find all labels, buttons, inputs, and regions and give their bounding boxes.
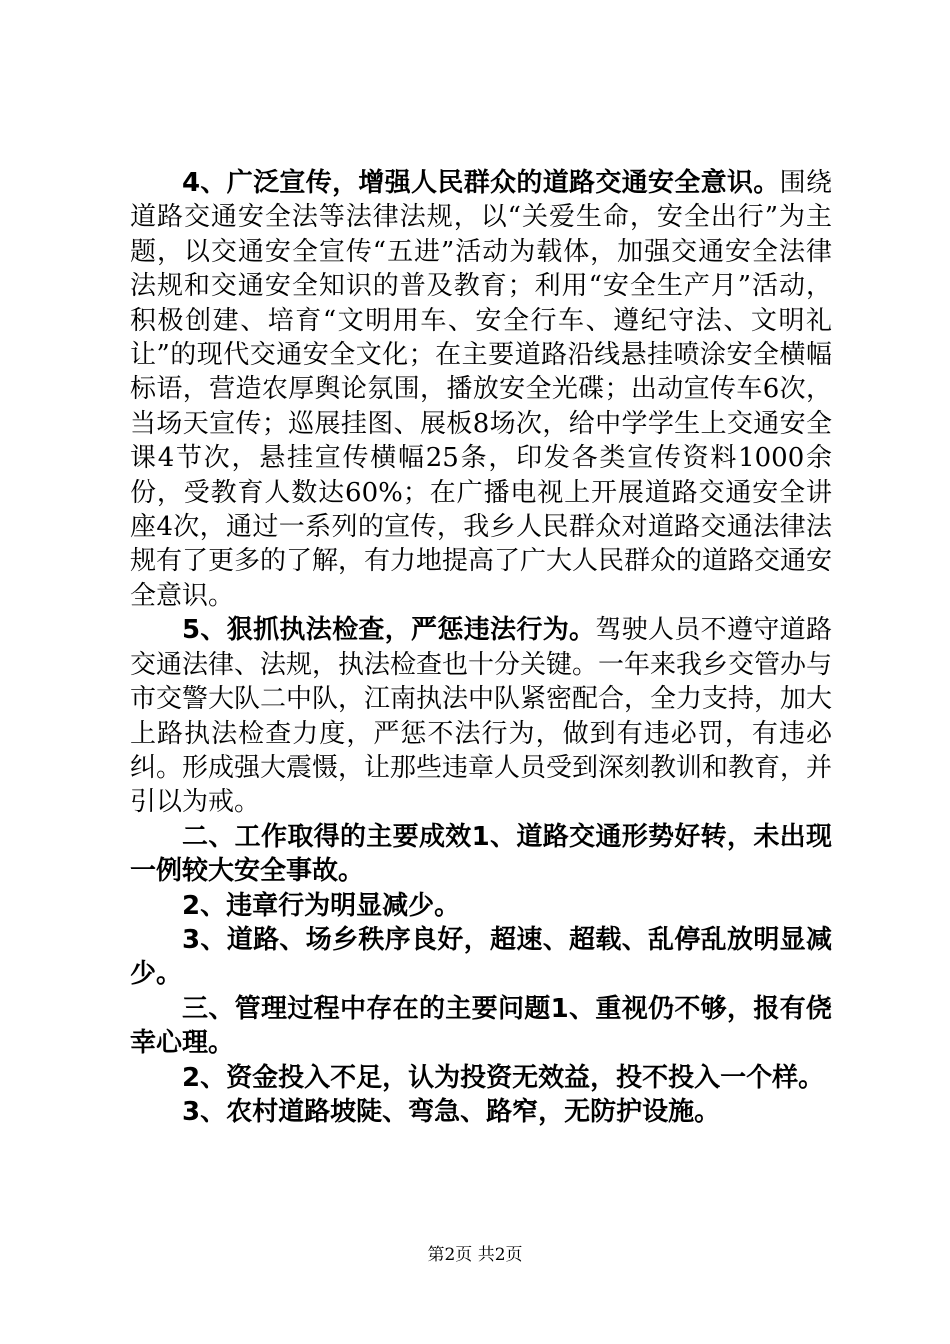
paragraph-heading: 5、狠抓执法检查，严惩违法行为。 <box>182 615 596 646</box>
paragraph-text: 2、资金投入不足，认为投资无效益，投不投入一个样。 <box>182 1062 825 1093</box>
paragraph-enforcement <box>130 613 832 819</box>
paragraph-text: 2、违章行为明显减少。 <box>182 890 461 921</box>
paragraph-achievement-2 <box>130 889 832 923</box>
paragraph-text: 围绕道路交通安全法等法律法规，以“关爱生命，安全出行”为主题，以交通安全宣传“五进”活动为载体，加强交通安全法律法规和交通安全知识的普及教育；利用“安全生产月”活动，积极创建、培育“文明用车、安全行车、遵纪守法、文明礼让”的现代交通安全文化；在主要道路沿线悬挂喷涂安全横幅标语，营造农厚舆论氛围，播放安全光碟；出动宣传车6次，当场天宣传；巡展挂图、展板8场次，给中学学生上交通安全课4节次，悬挂宣传横幅25条，印发各类宣传资料1000余份，受教育人数达60%；在广播电视上开展道路交通安全讲座4次，通过一系列的宣传，我乡人民群众对道路交通法律法规有了更多的了解，有力地提高了广大人民群众的道路交通安全意识。 <box>130 168 833 611</box>
paragraph-text: 二、工作取得的主要成效1、道路交通形势好转，未出现一例较大安全事故。 <box>130 821 832 887</box>
page-number-footer: 第2页 共2页 <box>427 1245 523 1265</box>
paragraph-text: 3、农村道路坡陡、弯急、路窄，无防护设施。 <box>182 1096 721 1127</box>
paragraph-heading: 4、广泛宣传，增强人民群众的道路交通安全意识。 <box>182 168 780 198</box>
paragraph-problem-3 <box>130 1095 832 1129</box>
paragraph-problem-2 <box>130 1061 832 1095</box>
paragraph-text: 三、管理过程中存在的主要问题1、重视仍不够，报有侥幸心理。 <box>130 993 832 1059</box>
paragraph-achievement-3 <box>130 923 832 992</box>
document-body <box>130 166 832 1129</box>
paragraph-text: 3、道路、场乡秩序良好，超速、超载、乱停乱放明显减少。 <box>130 924 832 990</box>
paragraph-text: 驾驶人员不遵守道路交通法律、法规，执法检查也十分关键。一年来我乡交管办与市交警大队二中队，江南执法中队紧密配合，全力支持，加大上路执法检查力度，严惩不法行为，做到有违必罚，有违必纠。形成强大震慑，让那些违章人员受到深刻教训和教育，并引以为戒。 <box>130 615 833 818</box>
paragraph-achievements-heading <box>130 820 832 889</box>
paragraph-publicity <box>130 166 832 613</box>
paragraph-problems-heading <box>130 992 832 1061</box>
